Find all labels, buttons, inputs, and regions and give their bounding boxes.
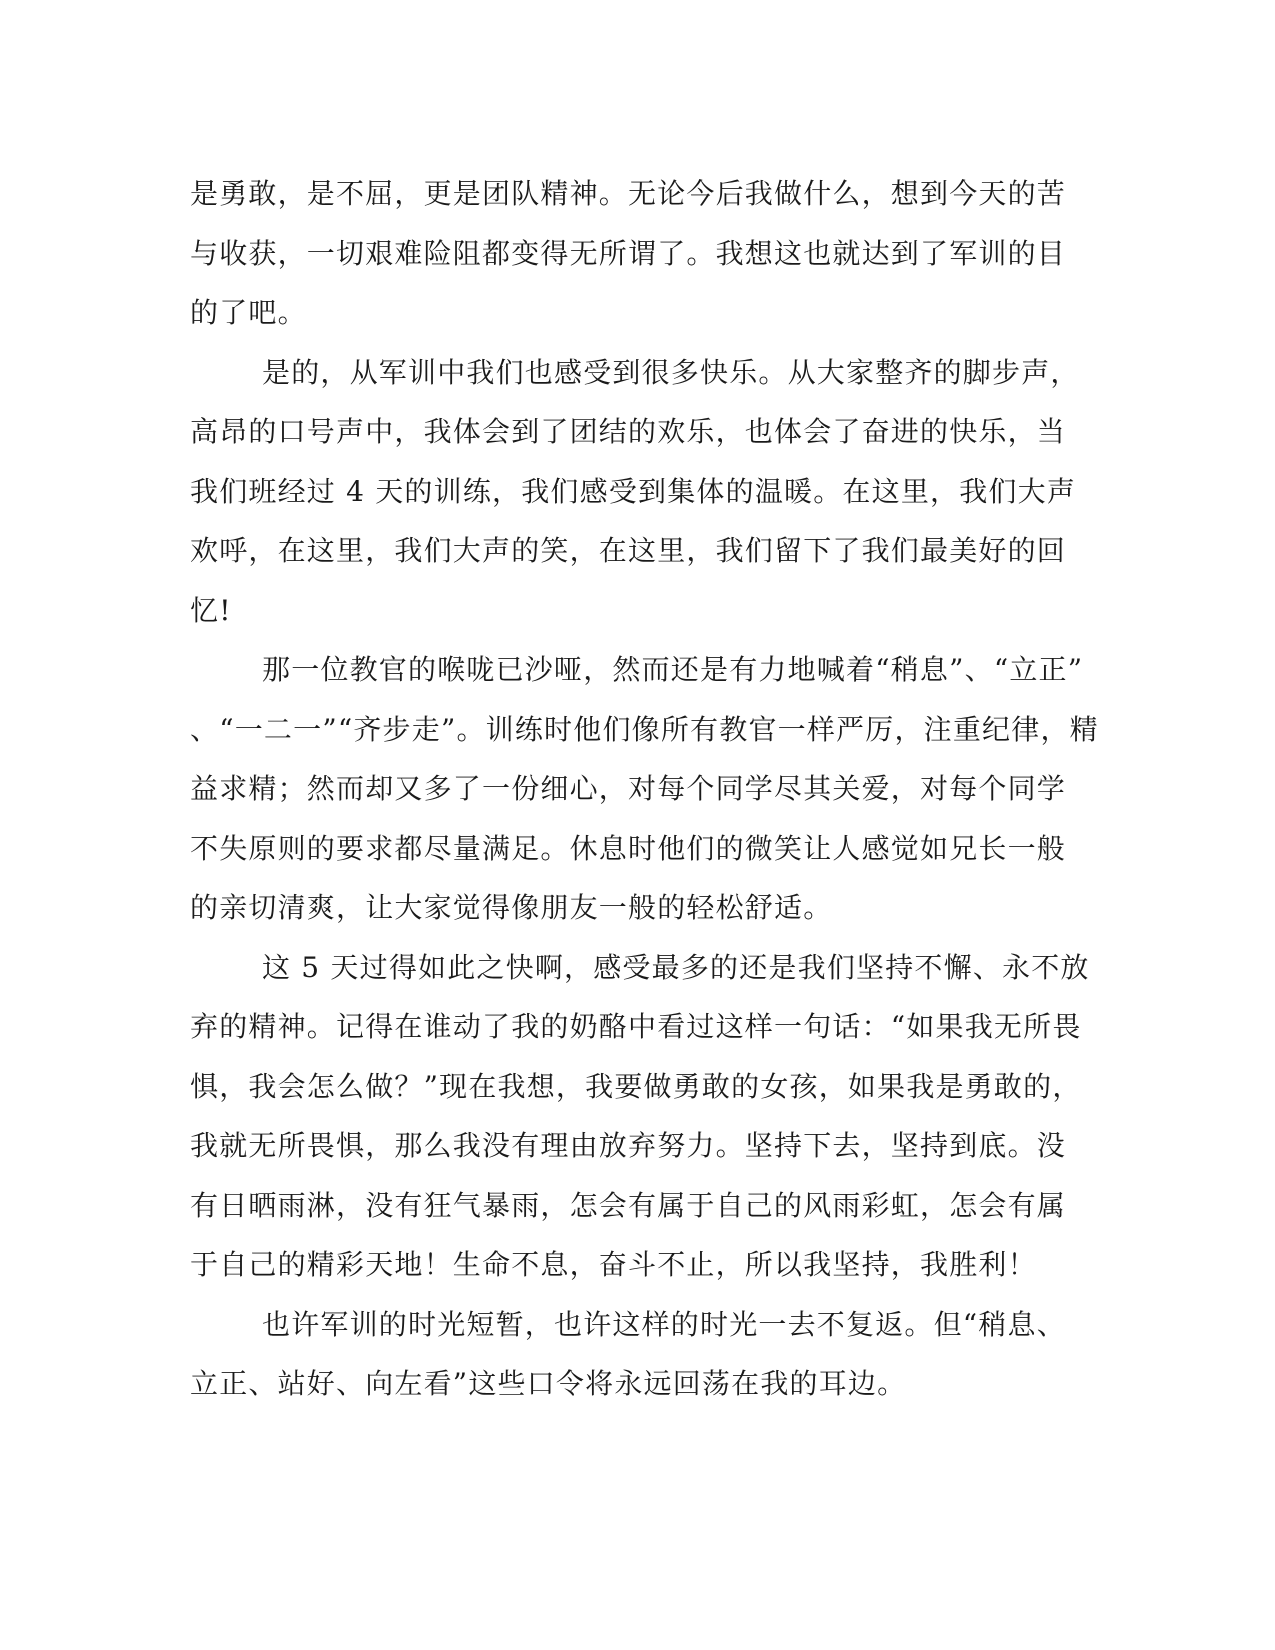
text-line: 、“一二一”“齐步走”。训练时他们像所有教官一样严厉，注重纪律，精 [190,712,1099,746]
paragraph-start-line: 这 5 天过得如此之快啊，感受最多的还是我们坚持不懈、永不放 [262,950,1090,984]
text-line: 是勇敢，是不屈，更是团队精神。无论今后我做什么，想到今天的苦 [190,177,1067,210]
text-line: 惧，我会怎么做？”现在我想，我要做勇敢的女孩，如果我是勇敢的， [190,1069,1082,1103]
text-line: 立正、站好、向左看”这些口令将永远回荡在我的耳边。 [190,1367,907,1400]
text-line: 高昂的口号声中，我体会到了团结的欢乐，也体会了奋进的快乐，当 [190,415,1067,448]
text-line: 于自己的精彩天地！生命不息，奋斗不止，所以我坚持，我胜利！ [190,1248,1037,1281]
paragraph-start-line: 是的，从军训中我们也感受到很多快乐。从大家整齐的脚步声， [262,355,1080,389]
text-line: 有日晒雨淋，没有狂气暴雨，怎会有属于自己的风雨彩虹，怎会有属 [190,1188,1067,1222]
text-line: 忆! [190,593,232,627]
text-line: 我就无所畏惧，那么我没有理由放弃努力。坚持下去，坚持到底。没 [190,1129,1067,1162]
text-line: 的亲切清爽，让大家觉得像朋友一般的轻松舒适。 [190,891,833,924]
text-line: 的了吧。 [190,296,307,329]
text-line: 我们班经过 4 天的训练，我们感受到集体的温暖。在这里，我们大声 [190,474,1077,508]
text-line: 益求精；然而却又多了一份细心，对每个同学尽其关爱，对每个同学 [190,772,1067,805]
text-line: 与收获，一切艰难险阻都变得无所谓了。我想这也就达到了军训的目 [190,236,1067,270]
paragraph-start-line: 那一位教官的喉咙已沙哑，然而还是有力地喊着“稍息”、“立正” [262,653,1084,686]
text-line: 不失原则的要求都尽量满足。休息时他们的微笑让人感觉如兄长一般 [190,831,1067,865]
text-line: 弃的精神。记得在谁动了我的奶酪中看过这样一句话：“如果我无所畏 [190,1010,1082,1043]
paragraph-start-line: 也许军训的时光短暂，也许这样的时光一去不复返。但“稍息、 [262,1307,1066,1341]
text-line: 欢呼，在这里，我们大声的笑，在这里，我们留下了我们最美好的回 [190,534,1067,567]
document-body [190,164,1099,1414]
